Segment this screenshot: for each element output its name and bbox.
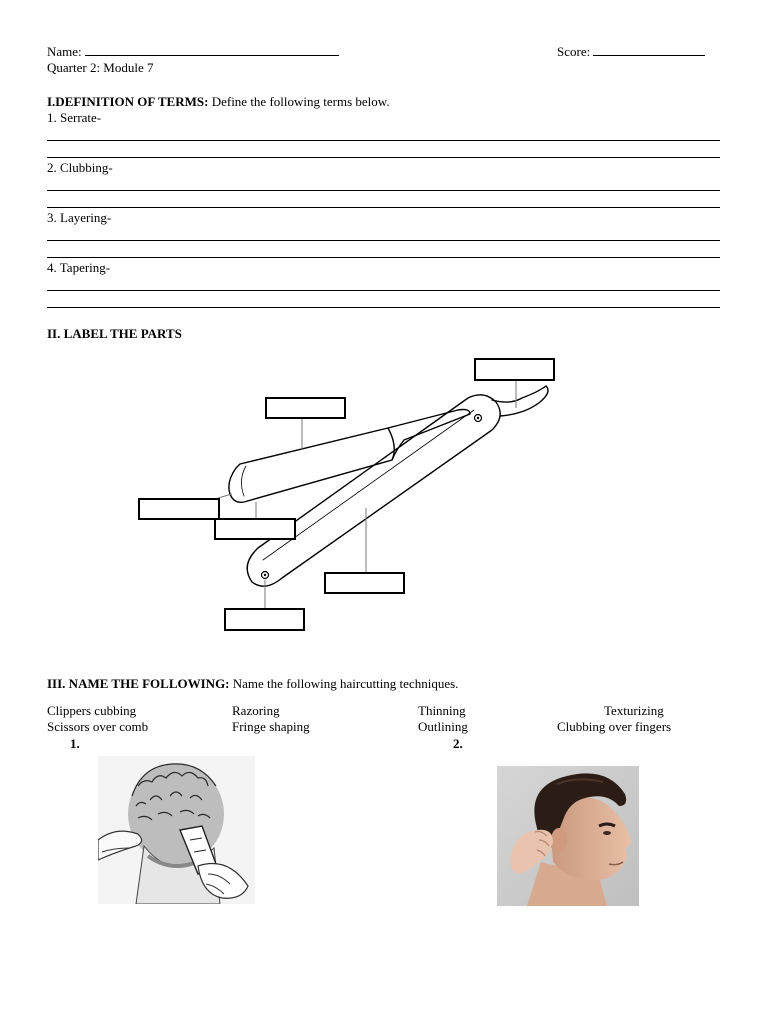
- straight-razor-diagram: [0, 340, 768, 640]
- section3-instruction: Name the following haircutting techniques.: [232, 676, 459, 691]
- choice-item: Scissors over comb: [47, 719, 149, 734]
- choice-item: Outlining: [418, 719, 468, 734]
- answer-line[interactable]: [47, 140, 720, 141]
- item-number-1: 1.: [70, 736, 80, 751]
- section1-heading: [47, 94, 390, 110]
- choice-item: Fringe shaping: [232, 719, 310, 734]
- name-field[interactable]: [85, 44, 339, 56]
- answer-line[interactable]: [47, 290, 720, 291]
- term-serrate: 1. Serrate-: [47, 110, 102, 125]
- choice-item: Clippers cubbing: [47, 703, 137, 718]
- choice-item: Clubbing over fingers: [557, 719, 672, 734]
- section2-title: II. LABEL THE PARTS: [47, 326, 182, 341]
- section3-heading: [47, 676, 458, 692]
- item-number-2: 2.: [453, 736, 463, 751]
- photo-outlining-technique: [497, 766, 639, 906]
- term-tapering: 4. Tapering-: [47, 260, 111, 275]
- choice-item: Thinning: [418, 703, 466, 718]
- answer-line[interactable]: [47, 240, 720, 241]
- name-label: Name:: [47, 44, 82, 59]
- answer-line[interactable]: [47, 157, 720, 158]
- answer-line[interactable]: [47, 257, 720, 258]
- quarter-module-text: Quarter 2: Module 7: [47, 60, 154, 75]
- score-field[interactable]: [593, 44, 705, 56]
- name-line: [47, 44, 339, 60]
- pivot-pin: [262, 415, 482, 579]
- term-clubbing: 2. Clubbing-: [47, 160, 113, 175]
- razor-blade: [229, 428, 394, 502]
- choice-item: Razoring: [232, 703, 280, 718]
- section1-title: I.DEFINITION OF TERMS:: [47, 94, 209, 109]
- term-layering: 3. Layering-: [47, 210, 112, 225]
- choice-item: Texturizing: [604, 703, 664, 718]
- section3-title: III. NAME THE FOLLOWING:: [47, 676, 230, 691]
- score-line: [557, 44, 705, 60]
- photo-clipper-technique: [98, 756, 255, 904]
- label-box-point[interactable]: [138, 498, 220, 520]
- label-box-pivot[interactable]: [224, 608, 305, 631]
- section1-instruction: Define the following terms below.: [211, 94, 390, 109]
- score-label: Score:: [557, 44, 591, 59]
- answer-line[interactable]: [47, 207, 720, 208]
- label-box-blade[interactable]: [265, 397, 346, 419]
- label-box-tang[interactable]: [474, 358, 555, 381]
- answer-line[interactable]: [47, 190, 720, 191]
- answer-line[interactable]: [47, 307, 720, 308]
- label-box-edge[interactable]: [214, 518, 296, 540]
- label-box-handle[interactable]: [324, 572, 405, 594]
